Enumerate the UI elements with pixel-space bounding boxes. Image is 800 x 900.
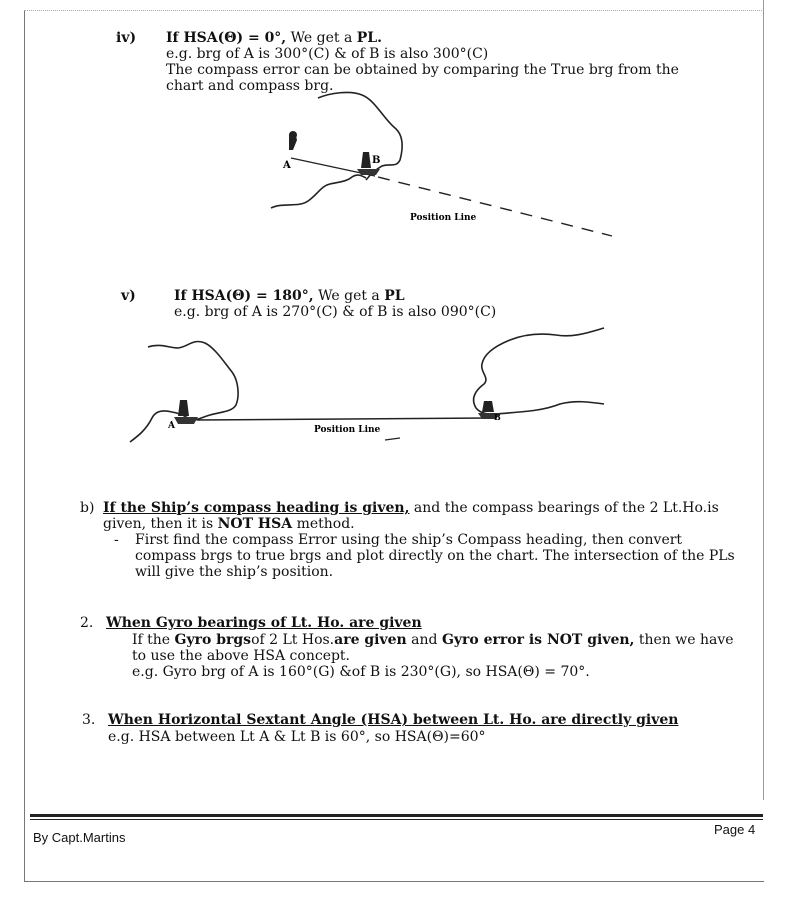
section-3-line1: e.g. HSA between Lt A & Lt B is 60°, so HSA(Θ)=60°	[108, 729, 486, 745]
footer-author: By Capt.Martins	[33, 830, 126, 845]
item-iv-note-line1: The compass error can be obtained by comparing the True brg from the	[166, 62, 679, 78]
section-2-line1	[132, 632, 734, 649]
footer-rule-thick	[30, 814, 763, 817]
diagram-1-label-a: A	[283, 160, 291, 171]
section-2-line1-g: then we have	[638, 632, 734, 648]
diagram-1-label-b: B	[372, 155, 381, 166]
item-iv-example: e.g. brg of A is 300°(C) & of B is also 300°(C)	[166, 46, 489, 62]
section-b-line1	[103, 500, 719, 517]
section-2-line1-a: If the	[132, 632, 171, 648]
section-2-line1-c: of 2 Lt Hos.	[251, 632, 335, 648]
section-2-number: 2.	[80, 615, 94, 631]
section-3-number: 3.	[82, 712, 96, 728]
section-2-line1-b: Gyro brgs	[174, 632, 252, 648]
section-2-line3: e.g. Gyro brg of A is 160°(G) &of B is 230°(G), so HSA(Θ) = 70°.	[132, 664, 590, 680]
section-b-bullet-line3: will give the ship’s position.	[135, 564, 334, 580]
diagram-2-lighthouse-a-icon	[174, 400, 198, 424]
diagram-2-position-line-extra	[385, 438, 400, 440]
footer-page-number: Page 4	[714, 822, 756, 837]
diagram-2-coastline-right	[474, 328, 604, 414]
diagram-2-label-a: A	[168, 421, 175, 431]
section-b-line2	[103, 516, 355, 533]
item-v-heading-bold: If HSA(Θ) = 180°,	[174, 288, 314, 304]
diagram-2-position-line-label: Position Line	[314, 425, 381, 435]
section-b-line2-bold: NOT HSA	[217, 516, 293, 532]
diagram-2-position-line	[197, 418, 490, 420]
section-2-line1-f: Gyro error is NOT given,	[441, 632, 635, 648]
section-b-bullet-line2: compass brgs to true brgs and plot directly on the chart. The intersection of the PLs	[135, 548, 735, 564]
section-b-bullet-line1: First find the compass Error using the ship’s Compass heading, then convert	[135, 532, 683, 548]
section-b-marker: b)	[80, 500, 95, 516]
item-v-heading-pl: PL	[384, 288, 405, 304]
item-iv-heading-pl: PL.	[356, 30, 382, 46]
item-iv-heading-rest: We get a	[290, 30, 353, 46]
section-b-line1-rest: and the compass bearings of the 2 Lt.Ho.is	[413, 500, 719, 516]
item-iv-marker: iv)	[116, 30, 137, 46]
diagram-2-coastline-left	[148, 341, 238, 420]
item-v-marker: v)	[121, 288, 136, 304]
section-b-line2-end: method.	[296, 516, 355, 532]
section-2-heading: When Gyro bearings of Lt. Ho. are given	[106, 615, 422, 631]
section-b-line2-start: given, then it is	[103, 516, 214, 532]
diagram-1-position-line-label: Position Line	[410, 213, 477, 223]
item-iv-note-line2: chart and compass brg.	[166, 78, 334, 94]
section-2-line2: to use the above HSA concept.	[132, 648, 351, 664]
section-2-line1-d: are given	[334, 632, 407, 648]
item-v-heading-rest: We get a	[318, 288, 380, 304]
item-v-example: e.g. brg of A is 270°(C) & of B is also 090°(C)	[174, 304, 497, 320]
section-b-heading: If the Ship’s compass heading is given,	[103, 500, 410, 516]
section-2-line1-e: and	[411, 632, 438, 648]
section-b-dash: -	[114, 532, 119, 548]
diagram-2-label-b: B	[494, 412, 501, 422]
section-3-heading: When Horizontal Sextant Angle (HSA) between Lt. Ho. are directly given	[108, 712, 679, 728]
footer-rule-thin	[30, 819, 763, 820]
item-iv-heading-bold: If HSA(Θ) = 0°,	[166, 30, 287, 46]
